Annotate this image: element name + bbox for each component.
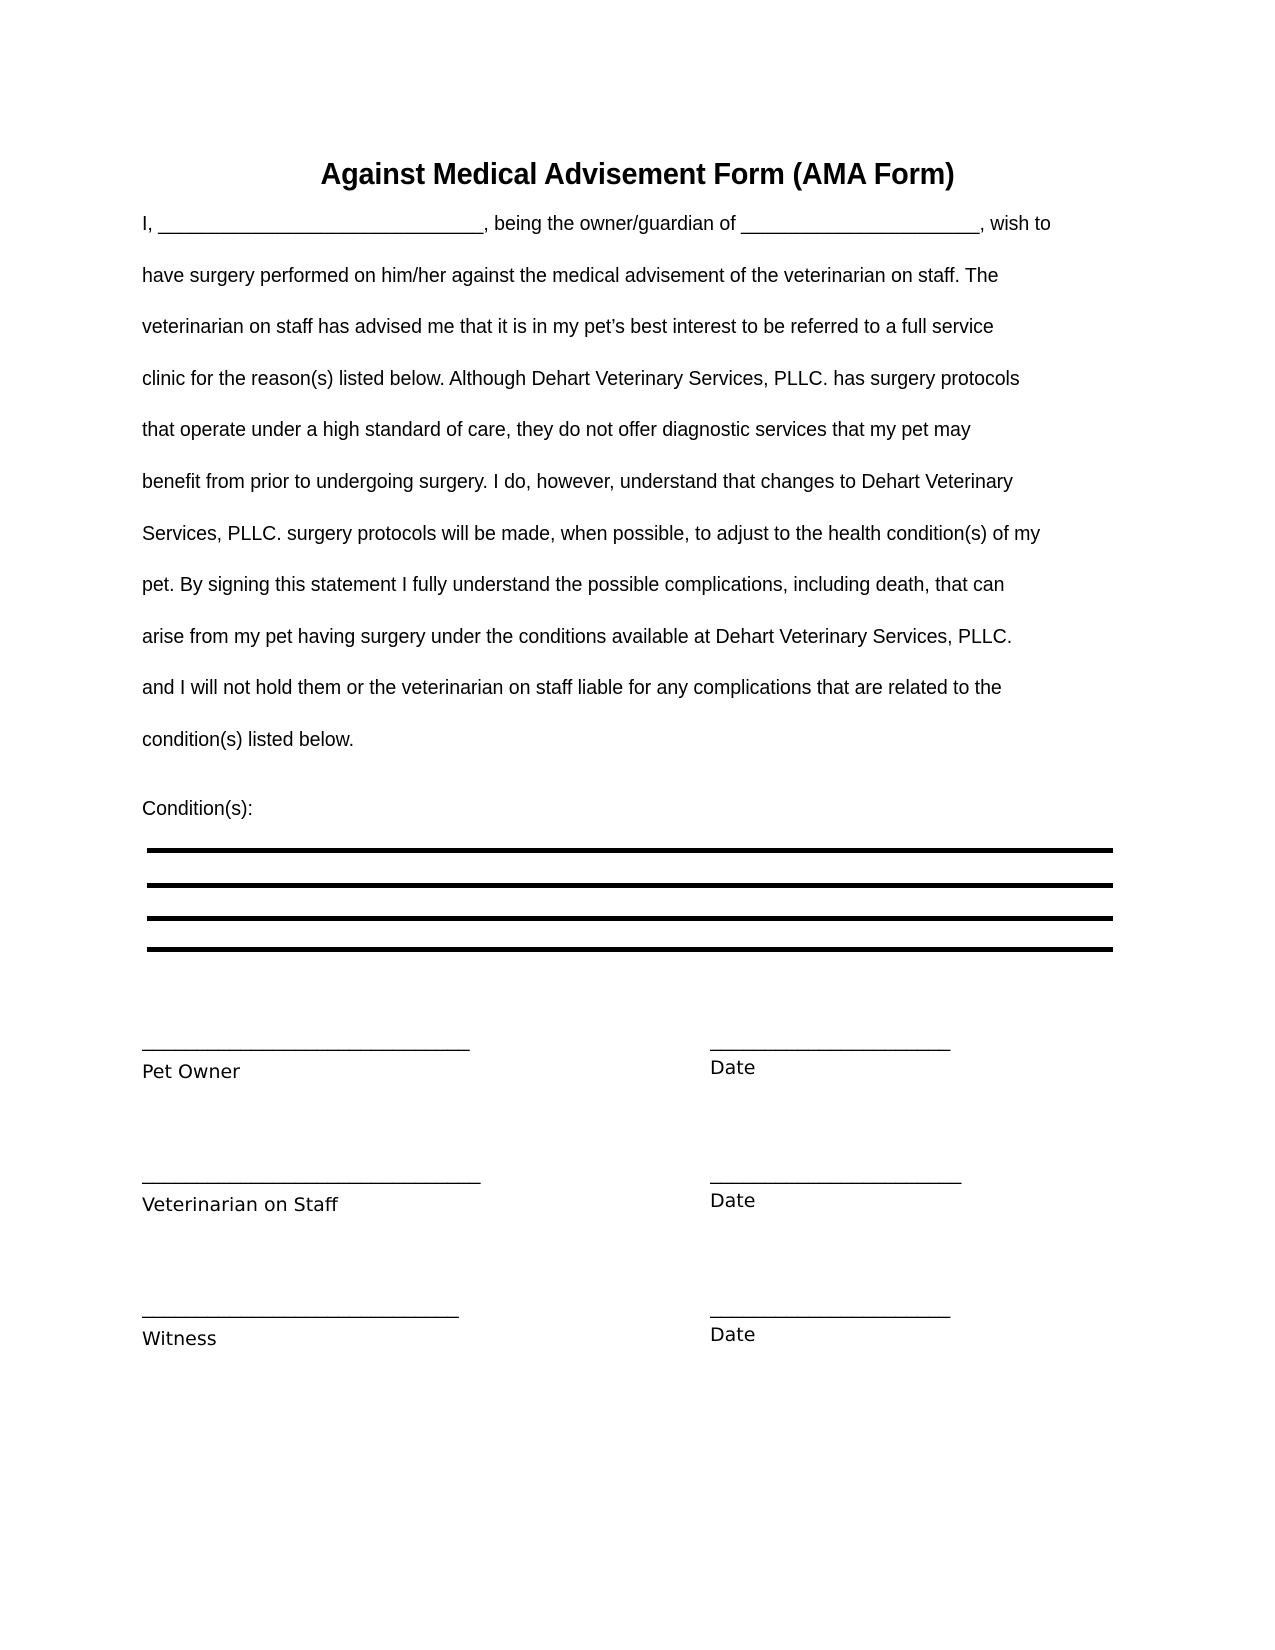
body-line: and I will not hold them or the veterinarian on staff liable for any complications that are related to the (142, 676, 1002, 700)
signature-line[interactable]: ______________________ (710, 1029, 950, 1052)
body-line: have surgery performed on him/her against the medical advisement of the veterinarian on staff. The (142, 263, 999, 287)
body-paragraph (142, 198, 1072, 766)
signature-line[interactable]: _____________________________ (142, 1296, 459, 1319)
signature-label: Pet Owner (142, 1061, 240, 1083)
conditions-write-in-rules (147, 848, 1113, 952)
signature-label: Witness (142, 1328, 217, 1350)
signature-field-witness[interactable] (142, 1295, 662, 1352)
body-line: Services, PLLC. surgery protocols will be made, when possible, to adjust to the health condition(s) of my (142, 521, 1041, 545)
signature-line[interactable]: ______________________ (710, 1296, 950, 1319)
body-line: clinic for the reason(s) listed below. Although Dehart Veterinary Services, PLLC. has surgery protocols (142, 366, 1020, 390)
page-title: Against Medical Advisement Form (AMA Form) (320, 155, 955, 191)
signature-field-date-veterinarian[interactable] (710, 1161, 1140, 1214)
signature-field-date-pet-owner[interactable] (710, 1028, 1140, 1081)
conditions-label: Condition(s): (142, 797, 253, 820)
body-line: condition(s) listed below. (142, 727, 355, 751)
signature-field-veterinarian[interactable] (142, 1161, 662, 1218)
signature-line[interactable]: _______________________ (710, 1162, 961, 1185)
body-line: veterinarian on staff has advised me that it is in my pet’s best interest to be referred to a full service (142, 315, 994, 339)
rule-spacer (147, 888, 1113, 916)
signature-line[interactable]: _______________________________ (142, 1162, 480, 1185)
body-line: I, ______________________________, being the owner/guardian of ______________________, wish to (142, 212, 1051, 235)
conditions-rule[interactable] (147, 947, 1113, 952)
signature-field-pet-owner[interactable] (142, 1028, 662, 1085)
signature-label: Date (710, 1057, 756, 1079)
signature-label: Date (710, 1190, 756, 1212)
body-line: pet. By signing this statement I fully understand the possible complications, including death, that can (142, 573, 1005, 597)
rule-spacer (147, 853, 1113, 883)
body-line: benefit from prior to undergoing surgery. I do, however, understand that changes to Dehart Veterinary (142, 469, 1013, 493)
signature-label: Date (710, 1324, 756, 1346)
signature-line[interactable]: ______________________________ (142, 1029, 470, 1052)
signature-label: Veterinarian on Staff (142, 1194, 338, 1216)
rule-spacer (147, 921, 1113, 947)
body-line: arise from my pet having surgery under the conditions available at Dehart Veterinary Services, PLLC. (142, 624, 1013, 648)
signature-field-date-witness[interactable] (710, 1295, 1140, 1348)
body-line: that operate under a high standard of care, they do not offer diagnostic services that my pet may (142, 418, 971, 442)
